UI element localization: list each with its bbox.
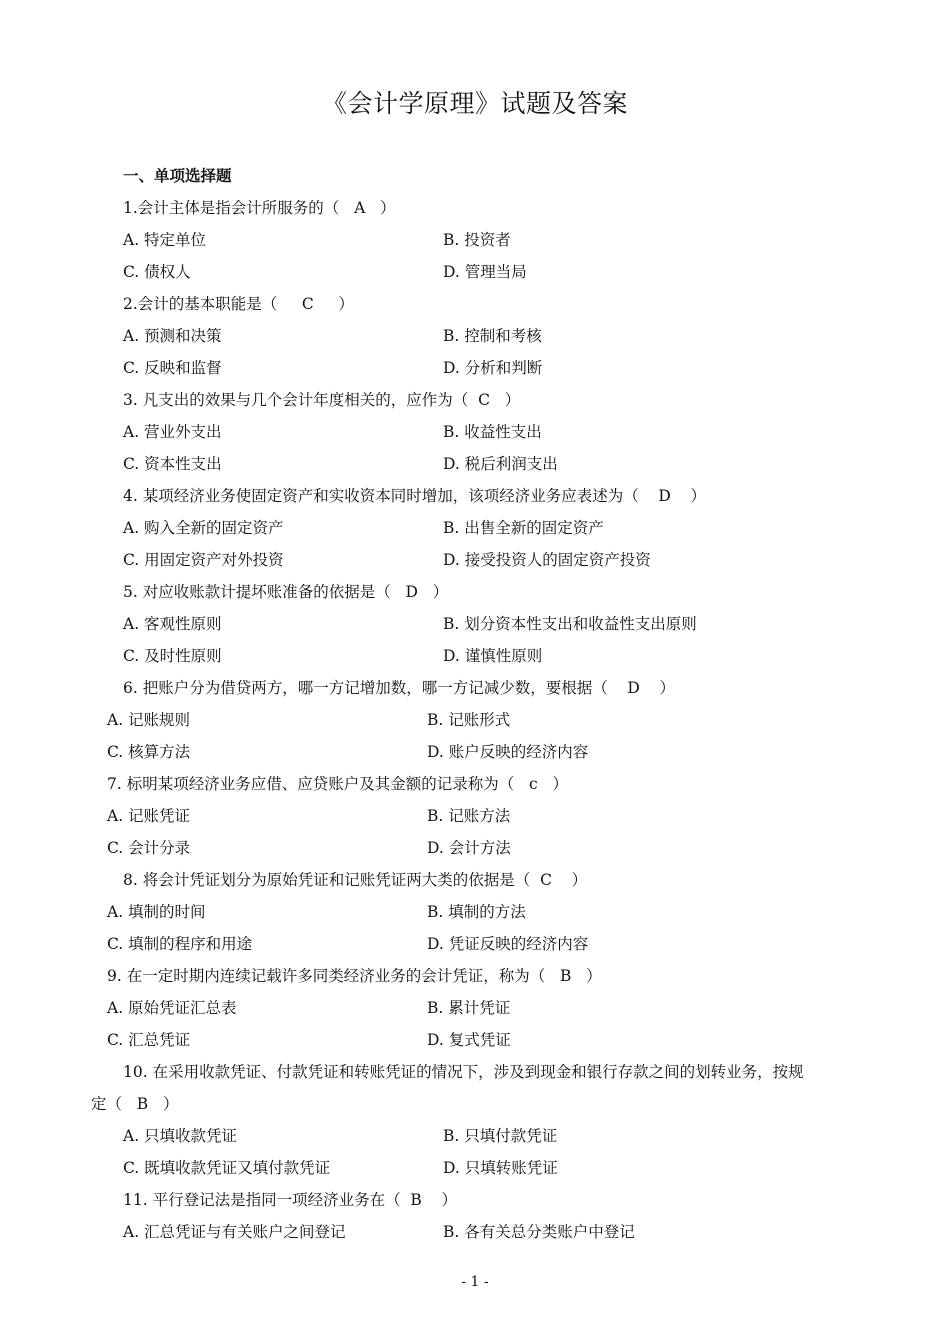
option-a: A. 记账凭证	[107, 807, 191, 825]
page-number: - 1 -	[461, 1274, 489, 1290]
option-b: B. 填制的方法	[427, 903, 526, 921]
option-b: B. 只填付款凭证	[443, 1127, 558, 1145]
option-b: B. 记账方法	[427, 807, 511, 825]
option-c: C. 用固定资产对外投资	[123, 551, 284, 569]
question-stem: 9. 在一定时期内连续记载许多同类经济业务的会计凭证，称为（ B ）	[107, 967, 602, 985]
option-c: C. 反映和监督	[123, 359, 222, 377]
question-stem-continuation: 定（ B ）	[91, 1095, 179, 1113]
option-d: D. 谨慎性原则	[443, 647, 543, 665]
option-a: A. 记账规则	[107, 711, 191, 729]
option-d: D. 接受投资人的固定资产投资	[443, 551, 651, 569]
option-d: D. 凭证反映的经济内容	[427, 935, 589, 953]
option-d: D. 只填转账凭证	[443, 1159, 558, 1177]
document-title: 《会计学原理》试题及答案	[321, 89, 628, 118]
option-a: A. 原始凭证汇总表	[107, 999, 237, 1017]
option-b: B. 累计凭证	[427, 999, 511, 1017]
option-d: D. 税后利润支出	[443, 455, 558, 473]
option-c: C. 债权人	[123, 263, 191, 281]
question-stem: 5. 对应收账款计提坏账准备的依据是（ D ）	[123, 583, 449, 601]
option-d: D. 分析和判断	[443, 359, 543, 377]
option-a: A. 营业外支出	[123, 423, 222, 441]
question-stem: 10. 在采用收款凭证、付款凭证和转账凭证的情况下，涉及到现金和银行存款之间的划转业务，按规	[123, 1063, 804, 1081]
option-a: A. 客观性原则	[123, 615, 222, 633]
option-b: B. 各有关总分类账户中登记	[443, 1223, 635, 1241]
option-c: C. 会计分录	[107, 839, 191, 857]
option-a: A. 特定单位	[123, 231, 207, 249]
question-stem: 1.会计主体是指会计所服务的（ A ）	[123, 199, 396, 217]
question-stem: 3. 凡支出的效果与几个会计年度相关的，应作为（ C ）	[123, 391, 521, 409]
option-b: B. 出售全新的固定资产	[443, 519, 604, 537]
option-c: C. 填制的程序和用途	[107, 935, 253, 953]
question-stem: 7. 标明某项经济业务应借、应贷账户及其金额的记录称为（ c ）	[107, 775, 568, 793]
option-c: C. 核算方法	[107, 743, 191, 761]
option-b: B. 控制和考核	[443, 327, 542, 345]
option-d: D. 会计方法	[427, 839, 511, 857]
option-d: D. 管理当局	[443, 263, 527, 281]
option-c: C. 既填收款凭证又填付款凭证	[123, 1159, 331, 1177]
section-heading: 一、单项选择题	[123, 167, 232, 185]
question-stem: 11. 平行登记法是指同一项经济业务在（ B ）	[123, 1191, 458, 1209]
option-a: A. 只填收款凭证	[123, 1127, 238, 1145]
option-b: B. 划分资本性支出和收益性支出原则	[443, 615, 697, 633]
option-b: B. 收益性支出	[443, 423, 542, 441]
option-c: C. 及时性原则	[123, 647, 222, 665]
option-c: C. 汇总凭证	[107, 1031, 191, 1049]
question-stem: 2.会计的基本职能是（ C ）	[123, 295, 354, 313]
question-stem: 4. 某项经济业务使固定资产和实收资本同时增加，该项经济业务应表述为（ D ）	[123, 487, 707, 505]
question-stem: 8. 将会计凭证划分为原始凭证和记账凭证两大类的依据是（ C ）	[123, 871, 588, 889]
question-stem: 6. 把账户分为借贷两方，哪一方记增加数，哪一方记减少数，要根据（ D ）	[123, 679, 676, 697]
option-a: A. 填制的时间	[107, 903, 206, 921]
option-c: C. 资本性支出	[123, 455, 222, 473]
option-a: A. 汇总凭证与有关账户之间登记	[123, 1223, 346, 1241]
option-a: A. 购入全新的固定资产	[123, 519, 284, 537]
option-d: D. 账户反映的经济内容	[427, 743, 589, 761]
option-d: D. 复式凭证	[427, 1031, 511, 1049]
option-a: A. 预测和决策	[123, 327, 222, 345]
option-b: B. 记账形式	[427, 711, 511, 729]
option-b: B. 投资者	[443, 231, 511, 249]
